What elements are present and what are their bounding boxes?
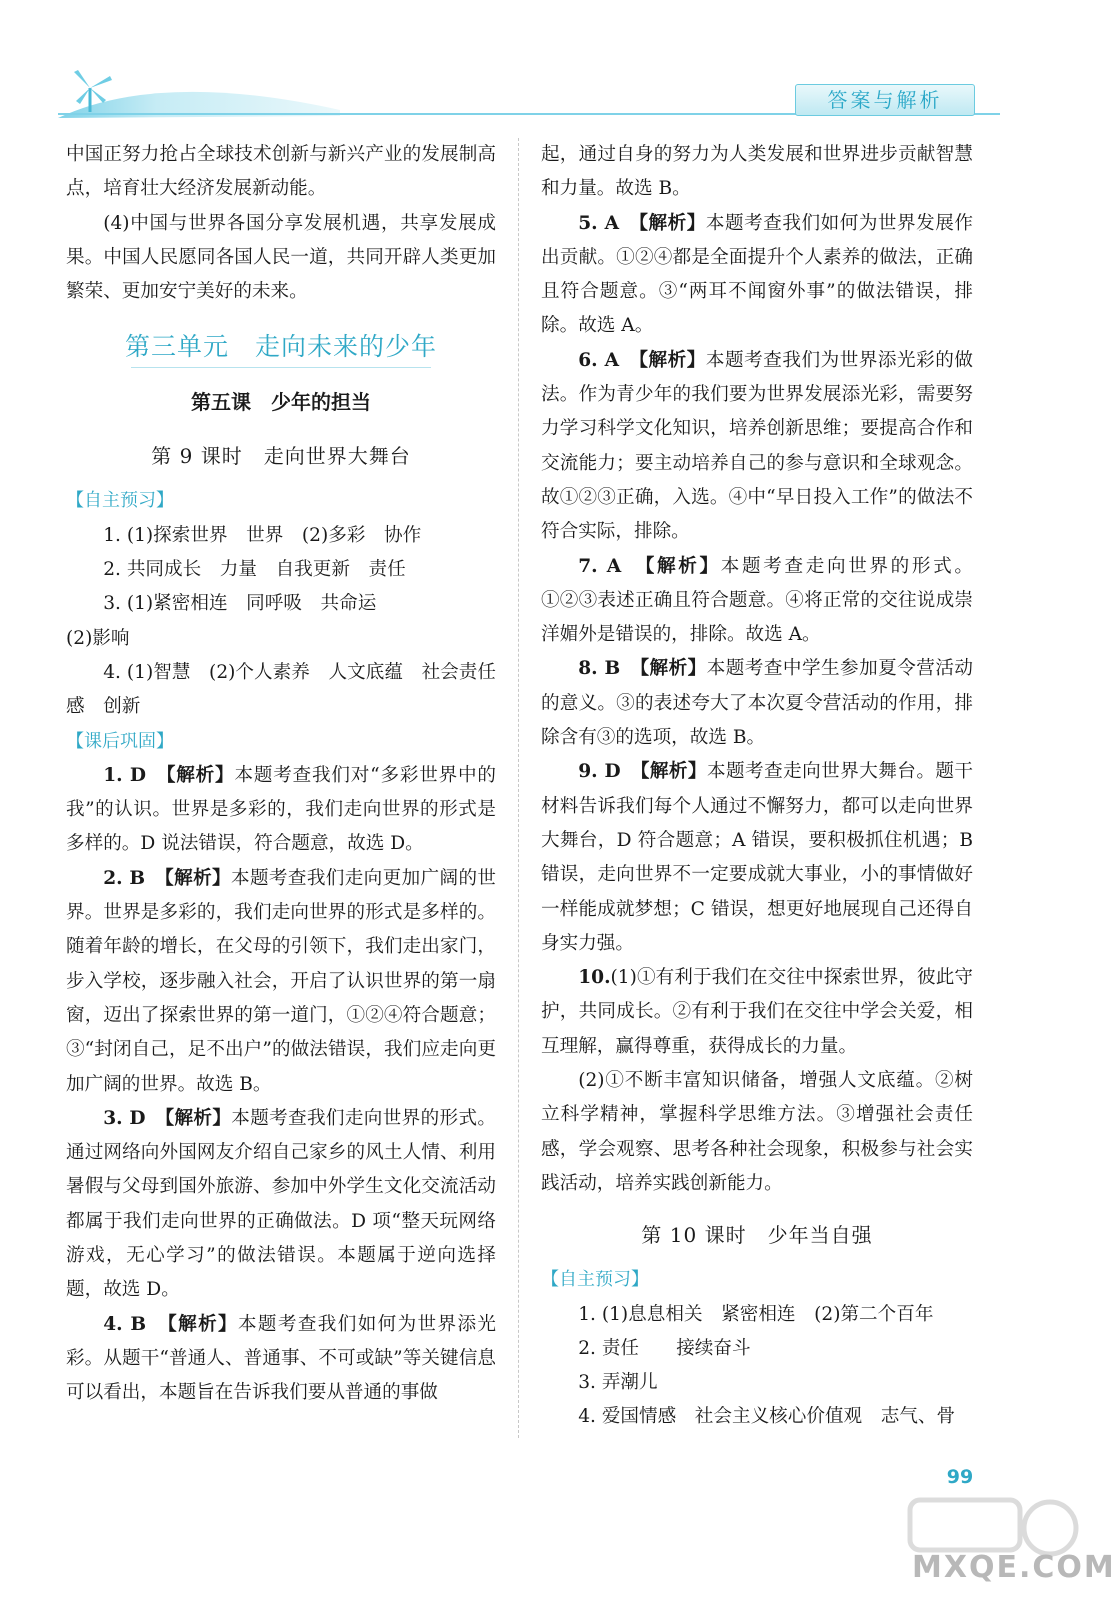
answer-line: 4. (1)智慧 (2)个人素养 人文底蕴 社会责任感 创新: [66, 661, 496, 718]
answer-item: [66, 1102, 496, 1308]
answer-text: 本题考查我们走向世界的形式。通过网络向外国网友介绍自己家乡的风土人情、利用暑假与父母到国外旅游、参加中外学生文化交流活动都属于我们走向世界的正确做法。D 项“整天玩网络游戏，无心学习”的做法错误。本题属于逆向选择题，故选 D。: [66, 1107, 496, 1301]
paragraph: (2)①不断丰富知识储备，增强人文底蕴。②树立科学精神，掌握科学思维方法。③增强社会责任感，学会观察、思考各种社会现象，积极参与社会实践活动，培养实践创新能力。: [541, 1070, 973, 1194]
paragraph: 中国正努力抢占全球技术创新与新兴产业的发展制高点，培育壮大经济发展新动能。: [66, 144, 496, 200]
answer-number: 2. B: [103, 867, 146, 889]
analysis-tag: 【解析】: [638, 349, 706, 371]
section-tag-preview: 【自主预习】: [66, 490, 174, 512]
answer-text: 本题考查走向世界的形式。①②③表述正确且符合题意。④将正常的交往说成崇洋媚外是错误的，排除。故选 A。: [541, 555, 973, 646]
lesson-title: 第五课 少年的担当: [191, 390, 371, 415]
answer-line: 2. 共同成长 力量 自我更新 责任: [103, 559, 406, 581]
answer-item: [541, 207, 973, 344]
answer-text: 本题考查走向世界大舞台。题干材料告诉我们每个人通过不懈努力，都可以走向世界大舞台，D 符合题意；A 错误，要积极抓住机遇；B 错误，走向世界不一定要成就大事业，小的事情做好一样能成就梦想；C 错误，想更好地展现自己还得自身实力强。: [541, 761, 973, 954]
answer-text: (1)①有利于我们在交往中探索世界，彼此守护，共同成长。②有利于我们在交往中学会关爱，相互理解，赢得尊重，获得成长的力量。: [541, 967, 973, 1057]
answer-line: 2. 责任 接续奋斗: [578, 1337, 751, 1359]
section-tag-preview: 【自主预习】: [541, 1269, 649, 1291]
answer-item: [541, 550, 973, 653]
analysis-tag: 【解析】: [638, 212, 706, 234]
left-column: [66, 138, 496, 1411]
answer-item: [541, 652, 973, 755]
answer-number: 1. D: [103, 764, 146, 786]
answer-number: 8. B: [578, 658, 621, 680]
analysis-tag: 【解析】: [167, 1313, 238, 1335]
unit-title: 第三单元 走向未来的少年: [124, 332, 437, 362]
answer-number: 5. A: [578, 212, 620, 234]
section-tag-review: 【课后巩固】: [66, 730, 174, 752]
answer-text: 本题考查我们为世界添光彩的做法。作为青少年的我们要为世界发展添光彩，需要努力学习科学文化知识，培养创新思维；要提高合作和交流能力；要主动培养自己的参与意识和全球观念。故①②③正确，入选。④中“早日投入工作”的做法不符合实际，排除。: [541, 349, 974, 543]
answer-line: 1. (1)探索世界 世界 (2)多彩 协作: [103, 524, 422, 546]
watermark-text: MXQE.COM: [912, 1550, 1116, 1585]
answer-number: 10.: [578, 967, 611, 989]
windmill-icon: [60, 68, 130, 112]
answer-text: 本题考查我们如何为世界发展作出贡献。①②④都是全面提升个人素养的做法，正确且符合题意。③“两耳不闻窗外事”的做法错误，排除。故选 A。: [541, 212, 974, 337]
paragraph: (4)中国与世界各国分享发展机遇，共享发展成果。中国人民愿同各国人民一道，共同开辟人类更加繁荣、更加安宁美好的未来。: [66, 212, 496, 303]
answer-line: 3. 弄潮儿: [578, 1372, 658, 1394]
analysis-tag: 【解析】: [645, 555, 721, 577]
answer-number: 4. B: [103, 1313, 147, 1335]
answer-item: [66, 759, 496, 862]
answer-number: 6. A: [578, 349, 620, 371]
answer-text: 本题考查我们如何为世界添光彩。从题干“普通人、普通事、不可或缺”等关键信息可以看出，本题旨在告诉我们要从普通的事做: [66, 1313, 496, 1404]
answer-item: [541, 755, 973, 961]
analysis-tag: 【解析】: [166, 764, 235, 786]
answer-number: 9. D: [578, 761, 621, 783]
analysis-tag: 【解析】: [639, 658, 707, 680]
analysis-tag: 【解析】: [164, 1107, 232, 1129]
unit-title-rule: [131, 367, 431, 368]
answer-line: 3. (1)紧密相连 同呼吸 共命运: [103, 593, 377, 615]
answer-number: 7. A: [578, 555, 622, 577]
answer-item: [66, 862, 496, 1102]
answer-number: 3. D: [103, 1107, 146, 1129]
section-label: 答案与解析: [795, 84, 975, 116]
answer-line: 1. (1)息息相关 紧密相连 (2)第二个百年: [578, 1303, 934, 1325]
answer-item: [66, 1308, 496, 1411]
period-title: 第 10 课时 少年当自强: [641, 1223, 873, 1248]
analysis-tag: 【解析】: [640, 761, 707, 783]
page-number: 99: [946, 1466, 974, 1488]
paragraph: 起，通过自身的努力为人类发展和世界进步贡献智慧和力量。故选 B。: [541, 144, 973, 200]
right-column: [541, 138, 973, 1435]
answer-line: (2)影响: [66, 627, 130, 649]
answer-text: 本题考查中学生参加夏令营活动的意义。③的表述夸大了本次夏令营活动的作用，排除含有③的选项，故选 B。: [541, 658, 973, 749]
answer-text: 本题考查我们对“多彩世界中的我”的认识。世界是多彩的，我们走向世界的形式是多样的。D 说法错误，符合题意，故选 D。: [66, 764, 496, 855]
column-divider: [518, 138, 519, 1438]
answer-line: 4. 爱国情感 社会主义核心价值观 志气、骨: [578, 1406, 956, 1428]
answer-item: [541, 961, 973, 1064]
answer-text: 本题考查我们走向更加广阔的世界。世界是多彩的，我们走向世界的形式是多样的。随着年龄的增长，在父母的引领下，我们走出家门，步入学校，逐步融入社会，开启了认识世界的第一扇窗，迈出了探索世界的第一道门，①②④符合题意；③“封闭自己，足不出户”的做法错误，我们应走向更加广阔的世界。故选 B。: [66, 867, 496, 1095]
period-title: 第 9 课时 走向世界大舞台: [151, 444, 411, 469]
answer-item: [541, 344, 973, 550]
analysis-tag: 【解析】: [164, 867, 231, 889]
